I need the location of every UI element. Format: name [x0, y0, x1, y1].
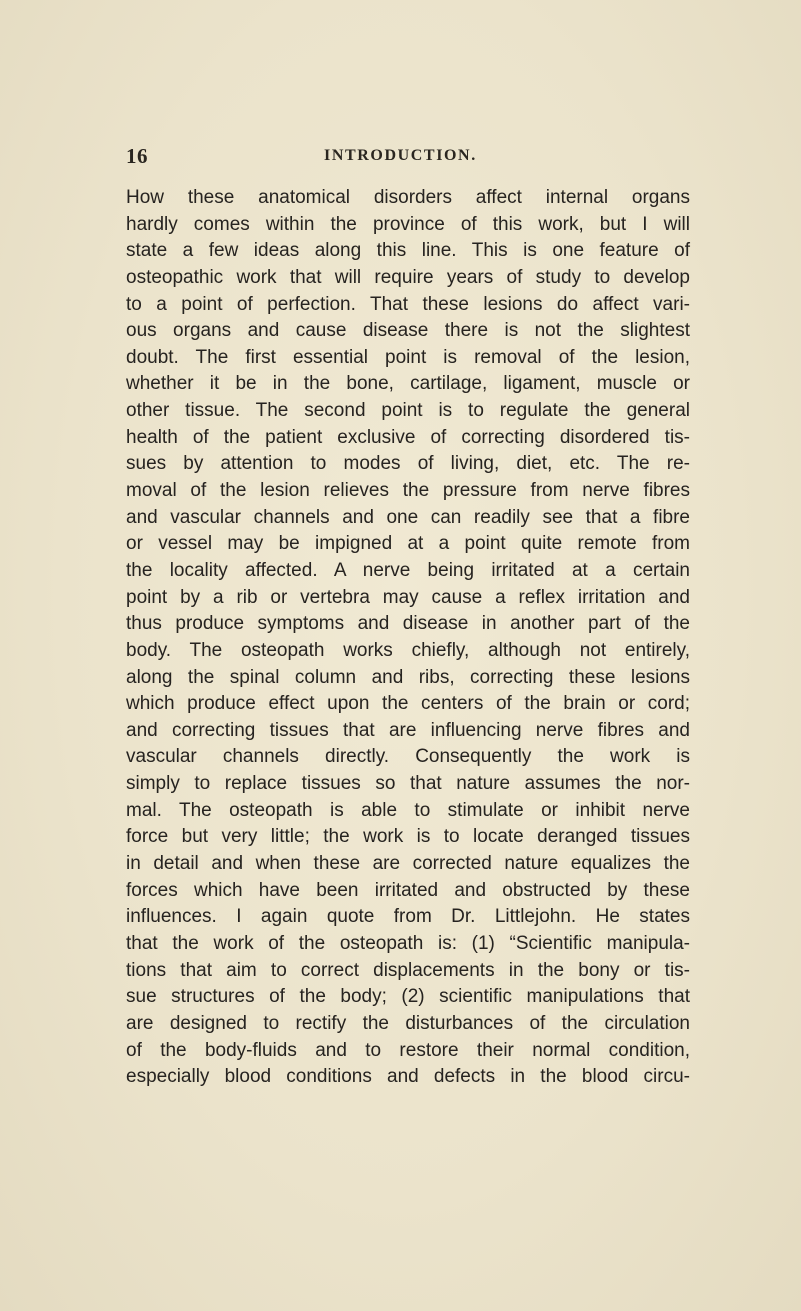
text-line: and correcting tissues that are influencing nerve fibres and — [126, 719, 690, 741]
text-line: mal. The osteopath is able to stimulate or inhibit nerve — [126, 799, 690, 821]
text-line: or vessel may be impigned at a point quite remote from — [126, 533, 690, 555]
text-line: are designed to rectify the disturbances of the circulation — [126, 1012, 690, 1034]
text-line: hardly comes within the province of this work, but I will — [126, 213, 690, 235]
text-line: simply to replace tissues so that nature assumes the nor- — [126, 773, 690, 795]
text-line: tions that aim to correct displacements in the bony or tis- — [126, 959, 690, 981]
text-line: and vascular channels and one can readily see that a fibre — [126, 506, 690, 528]
page-number: 16 — [126, 144, 148, 168]
text-line: body. The osteopath works chiefly, although not entirely, — [126, 639, 690, 661]
text-line: whether it be in the bone, cartilage, ligament, muscle or — [126, 373, 690, 395]
text-line: which produce effect upon the centers of the brain or cord; — [126, 693, 690, 715]
text-line: especially blood conditions and defects in the blood circu- — [126, 1066, 690, 1088]
page-header — [126, 144, 686, 172]
text-line: thus produce symptoms and disease in another part of the — [126, 613, 690, 635]
text-line: in detail and when these are corrected nature equalizes the — [126, 853, 690, 875]
text-line: sues by attention to modes of living, diet, etc. The re- — [126, 453, 690, 475]
text-line: of the body-fluids and to restore their normal condition, — [126, 1039, 690, 1061]
text-line: osteopathic work that will require years of study to develop — [126, 266, 690, 288]
text-line: the locality affected. A nerve being irritated at a certain — [126, 559, 690, 581]
text-line: sue structures of the body; (2) scientific manipulations that — [126, 986, 690, 1008]
text-line: other tissue. The second point is to regulate the general — [126, 400, 690, 422]
text-line: influences. I again quote from Dr. Littlejohn. He states — [126, 906, 690, 928]
text-line: How these anatomical disorders affect internal organs — [126, 187, 690, 208]
body-paragraph — [126, 185, 690, 1091]
text-line: ous organs and cause disease there is not the slightest — [126, 320, 690, 342]
text-line: vascular channels directly. Consequently the work is — [126, 746, 690, 768]
text-line: to a point of perfection. That these lesions do affect vari- — [126, 293, 690, 315]
text-line: along the spinal column and ribs, correcting these lesions — [126, 666, 690, 688]
running-head: INTRODUCTION. — [324, 147, 477, 164]
text-line: health of the patient exclusive of correcting disordered tis- — [126, 426, 690, 448]
text-line: moval of the lesion relieves the pressure from nerve fibres — [126, 480, 690, 502]
text-line: point by a rib or vertebra may cause a reflex irritation and — [126, 586, 690, 608]
text-line: doubt. The first essential point is removal of the lesion, — [126, 346, 690, 368]
text-line: that the work of the osteopath is: (1) “Scientific manipula- — [126, 932, 690, 954]
text-line: state a few ideas along this line. This is one feature of — [126, 240, 690, 262]
text-line: force but very little; the work is to locate deranged tissues — [126, 826, 690, 848]
text-line: forces which have been irritated and obstructed by these — [126, 879, 690, 901]
